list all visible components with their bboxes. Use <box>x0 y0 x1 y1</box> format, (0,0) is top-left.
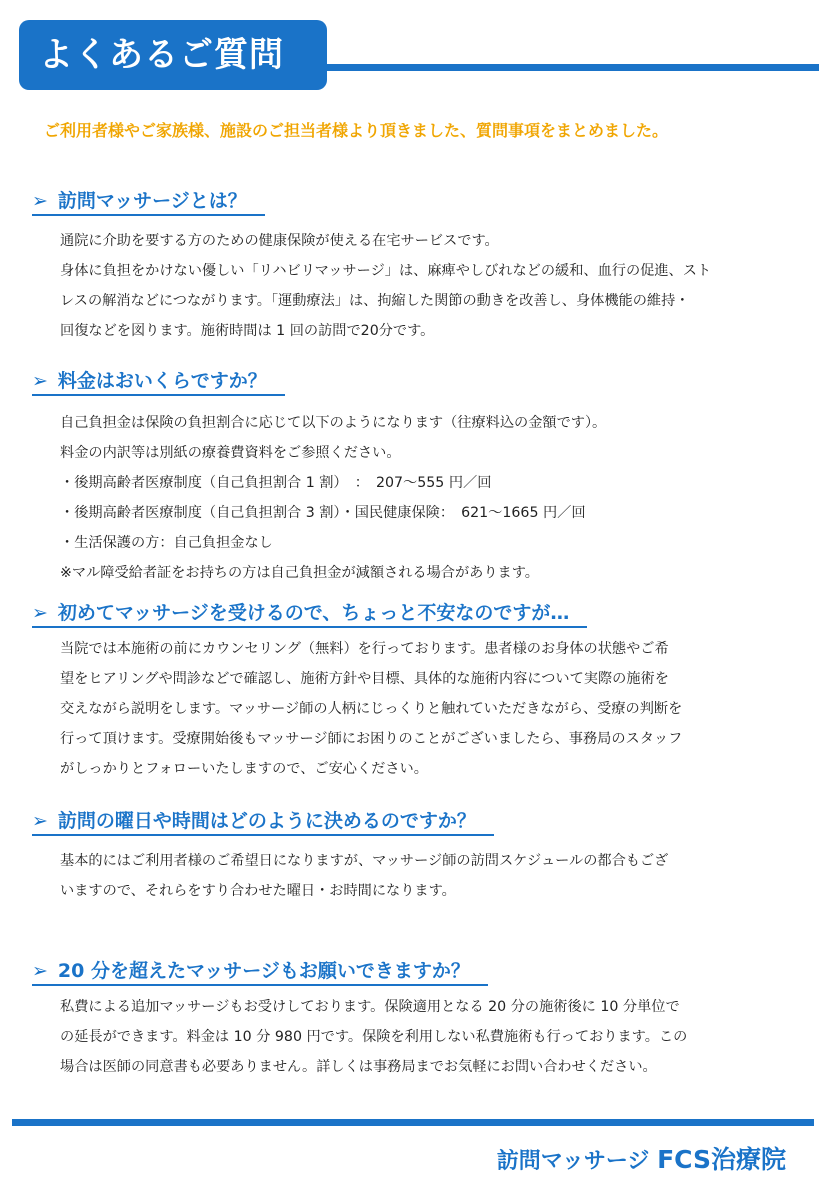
answer-line: 交えながら説明をします。マッサージ師の人柄にじっくりと触れていただきながら、受療の判断を <box>60 701 683 717</box>
faq-question: 訪問マッサージとは？ <box>57 190 247 212</box>
answer-line: 料金の内訳等は別紙の療養費資料をご参照ください。 <box>60 445 401 461</box>
faq-section-first-time <box>32 598 802 784</box>
answer-line: レスの解消などにつながります。「運動療法」は、拘縮した関節の動きを改善し、身体機能の維持・ <box>60 293 690 309</box>
arrow-icon: ➢ <box>32 960 48 982</box>
faq-heading <box>32 956 488 986</box>
faq-heading <box>32 366 285 396</box>
answer-line: 行って頂けます。受療開始後もマッサージ師にお困りのことがございましたら、事務局のスタッフ <box>60 731 683 747</box>
answer-line: 私費による追加マッサージもお受けしております。保険適用となる 20 分の施術後に 10 分単位で <box>60 999 680 1015</box>
answer-line: 当院では本施術の前にカウンセリング（無料）を行っております。患者様のお身体の状態やご希 <box>60 641 669 657</box>
faq-section-schedule <box>32 806 802 906</box>
arrow-icon: ➢ <box>32 602 48 624</box>
answer-line: ・後期高齢者医療制度（自己負担割合 1 割） ： 207～555 円／回 <box>60 475 492 491</box>
faq-answer <box>60 846 802 906</box>
answer-line: 望をヒアリングや問診などで確認し、施術方針や目標、具体的な施術内容について実際の施術を <box>60 671 669 687</box>
faq-question: 初めてマッサージを受けるので、ちょっと不安なのですが… <box>57 602 570 624</box>
answer-line: 自己負担金は保険の負担割合に応じて以下のようになります（往療料込の金額です）。 <box>60 415 607 431</box>
footer-prefix: 訪問マッサージ <box>496 1149 658 1174</box>
arrow-icon: ➢ <box>32 370 48 392</box>
answer-line: 通院に介助を要する方のための健康保険が使える在宅サービスです。 <box>60 233 499 249</box>
answer-line: 回復などを図ります。施術時間は 1 回の訪問で20分です。 <box>60 323 435 339</box>
faq-heading <box>32 598 587 628</box>
footer-brand <box>497 1140 786 1176</box>
answer-line: ・後期高齢者医療制度（自己負担割合 3 割）・国民健康保険： 621～1665 円／回 <box>60 505 586 521</box>
answer-line: いますので、それらをすり合わせた曜日・お時間になります。 <box>60 883 456 899</box>
faq-question: 料金はおいくらですか？ <box>57 370 267 392</box>
faq-section-extension <box>32 956 802 1082</box>
arrow-icon: ➢ <box>32 810 48 832</box>
answer-line: 場合は医師の同意書も必要ありません。詳しくは事務局までお気軽にお問い合わせください。 <box>60 1059 657 1075</box>
faq-heading <box>32 806 494 836</box>
faq-question: 訪問の曜日や時間はどのように決めるのですか？ <box>57 810 476 832</box>
clinic-name: FCS治療院 <box>657 1145 786 1174</box>
page-title: よくあるご質問 <box>19 20 327 90</box>
answer-line: ・生活保護の方：自己負担金なし <box>60 535 273 551</box>
faq-heading <box>32 186 265 216</box>
faq-section-what-is <box>32 186 802 346</box>
faq-answer <box>60 408 802 588</box>
answer-line: 身体に負担をかけない優しい「リハビリマッサージ」は、麻痺やしびれなどの緩和、血行の促進、スト <box>60 263 712 279</box>
faq-section-fees <box>32 366 802 588</box>
answer-line: がしっかりとフォローいたしますので、ご安心ください。 <box>60 761 428 777</box>
title-underline <box>327 64 819 71</box>
faq-answer <box>60 226 802 346</box>
faq-answer <box>60 992 802 1082</box>
intro-text: ご利用者様やご家族様、施設のご担当者様より頂きました、質問事項をまとめました。 <box>44 121 669 140</box>
faq-answer <box>60 634 802 784</box>
footer-divider <box>12 1119 814 1126</box>
faq-question: 20 分を超えたマッサージもお願いできますか？ <box>57 960 470 982</box>
arrow-icon: ➢ <box>32 190 48 212</box>
answer-line: 基本的にはご利用者様のご希望日になりますが、マッサージ師の訪問スケジュールの都合もござ <box>60 853 669 869</box>
answer-line: の延長ができます。料金は 10 分 980 円です。保険を利用しない私費施術も行っております。この <box>60 1029 688 1045</box>
answer-line: ※マル障受給者証をお持ちの方は自己負担金が減額される場合があります。 <box>60 565 539 581</box>
